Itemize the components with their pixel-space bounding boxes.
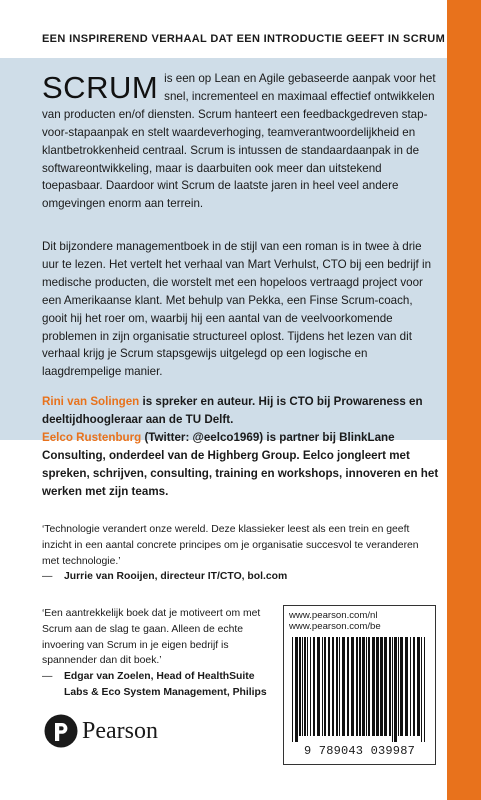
pearson-p-icon: [44, 714, 78, 748]
orange-spine-bar: [447, 0, 481, 800]
story-paragraph: Dit bijzondere managementboek in de stijl van een roman is in twee à drie uur te lezen. Het vertelt het verhaal van Mart Verhulst, CTO bij een bedrijf in medische producten, die worstelt met een hopeloos vertraagd project voor een Amerikaanse klant. Met behulp van Pekka, een Finse Scrum-coach, gooit hij het roer om, waarbij hij een aantal van de veelvoorkomende problemen in zijn organisatie structureel oplost. Tijdens het lezen van dit verhaal krijg je Scrum stapsgewijs uitgelegd op een logische en laagdrempelige manier.: [42, 240, 432, 379]
author-bio: [42, 393, 440, 429]
attribution-text: Jurrie van Rooijen, directeur IT/CTO, bol.com: [64, 571, 288, 583]
endorsement-quote: [42, 522, 437, 585]
publisher-url-nl: www.pearson.com/nl: [289, 610, 378, 621]
isbn-number: 9 789043 039987: [303, 744, 416, 758]
quote-text: ‘Technologie verandert onze wereld. Deze klassieker leest als een trein en geeft inzicht in een aantal concrete principes om je organisatie succesvol te veranderen met technologie.’: [42, 524, 419, 567]
author-description: is spreker en auteur. Hij is CTO bij Prowareness en deeltijdhoogleraar aan de TU Delft.: [42, 395, 423, 426]
attribution-text: Edgar van Zoelen, Head of HealthSuite Labs & Eco System Management, Philips: [64, 671, 267, 698]
isbn-barcode: [290, 637, 429, 742]
author-bio: [42, 429, 440, 501]
quote-dash: —: [42, 571, 53, 583]
author-bios: [42, 393, 440, 500]
endorsement-quote: [42, 606, 270, 701]
author-description: (Twitter: @eelco1969) is partner bij BlinkLane Consulting, onderdeel van de Highberg Group. Eelco jongleert met spreken, schrijven, consulting, training en workshops, innoveren en het werken met zijn teams.: [42, 430, 439, 498]
quote-dash: —: [42, 671, 53, 683]
publisher-url-be: www.pearson.com/be: [289, 621, 381, 632]
quote-attribution: [42, 669, 270, 701]
barcode-panel: [283, 605, 436, 765]
quote-text: ‘Een aantrekkelijk boek dat je motiveert om met Scrum aan de slag te gaan. Alleen de echte invoering van Scrum in je eigen bedrijf is spannender dan dit boek.’: [42, 608, 261, 667]
author-name: Rini van Solingen: [42, 395, 140, 408]
quote-attribution: [42, 569, 437, 585]
author-name: Eelco Rustenburg: [42, 430, 142, 444]
tagline: EEN INSPIREREND VERHAAL DAT EEN INTRODUCTIE GEEFT IN SCRUM: [42, 33, 446, 45]
intro-text: is een op Lean en Agile gebaseerde aanpak voor het snel, incrementeel en maximaal effectief ontwikkelen van producten en/of diensten. Scrum hanteert een feedbackgedreven stap-voor-stapaanpak en stelt waardeverhoging, teamverantwoordelijkheid en klantbetrokkenheid centraal. Scrum is intussen de standaardaanpak in de softwareontwikkeling, maar is daarbuiten ook meer dan uitstekend toepasbaar. Daardoor wint Scrum de laatste jaren in heel veel andere omgevingen enorm aan terrein.: [42, 72, 436, 211]
publisher-name: Pearson: [82, 717, 158, 744]
publisher-logo: [44, 714, 158, 748]
intro-paragraph: [42, 70, 440, 213]
scrum-lead-word: SCRUM: [42, 70, 159, 105]
